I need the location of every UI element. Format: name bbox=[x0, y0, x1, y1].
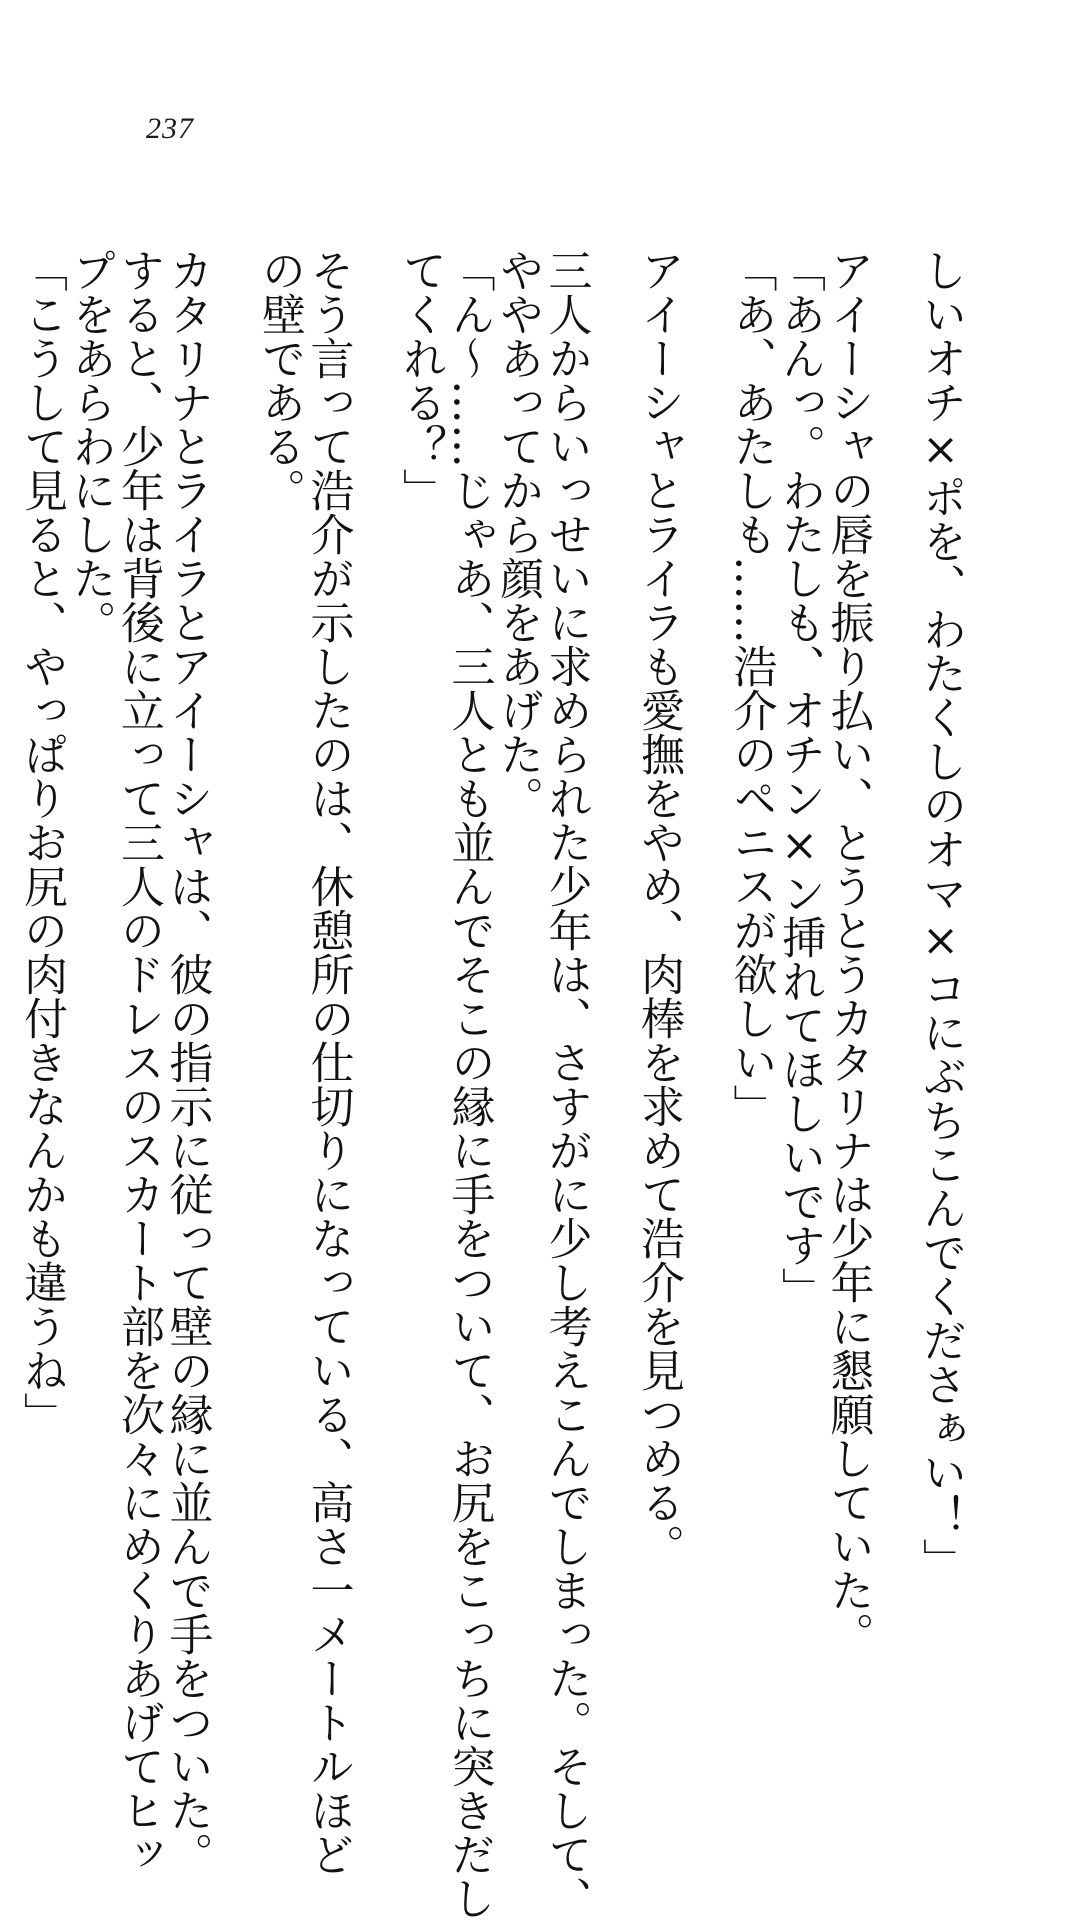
text-line: 三人からいっせいに求められた少年は、さすがに少し考えこんでしまった。そして、 bbox=[540, 248, 592, 1920]
text-line bbox=[0, 248, 17, 1508]
text-line: ややあってから顔をあげた。 bbox=[492, 248, 543, 820]
page-number: 237 bbox=[146, 112, 194, 145]
text-line: しいオチ×ポを、わたくしのオマ×コにぶちこんでくださぁい！」 bbox=[915, 248, 966, 1582]
text-line: てくれる？」 bbox=[395, 248, 446, 512]
text-line: アイーシャとライラも愛撫をやめ、肉棒を求めて浩介を見つめる。 bbox=[633, 248, 684, 1568]
body-text bbox=[0, 248, 966, 1920]
text-line: すると、少年は背後に立って三人のドレスのスカート部を次々にめくりあげてヒッ bbox=[113, 248, 164, 1876]
text-line: 「あんっ。わたしも、オチン×ン挿れてほしいです」 bbox=[774, 248, 825, 1311]
text-line: プをあらわにした。 bbox=[64, 248, 116, 644]
text-line: アイーシャの唇を振り払い、とうとうカタリナは少年に懇願していた。 bbox=[822, 248, 874, 1656]
text-line: の壁である。 bbox=[254, 248, 305, 512]
text-line: 「あ、あたしも……浩介のペニスが欲しい」 bbox=[725, 248, 777, 1128]
text-line: そう言って浩介が示したのは、休憩所の仕切りになっている、高さ一メートルほど bbox=[302, 248, 354, 1876]
text-line: カタリナとライラとアイーシャは、彼の指示に従って壁の縁に並んで手をついた。 bbox=[161, 248, 213, 1876]
text-line: 「ん〜……じゃあ、三人とも並んでそこの縁に手をついて、お尻をこっちに突きだし bbox=[443, 248, 495, 1920]
text-line: 「こうして見ると、やっぱりお尻の肉付きなんかも違うね」 bbox=[16, 248, 67, 1436]
